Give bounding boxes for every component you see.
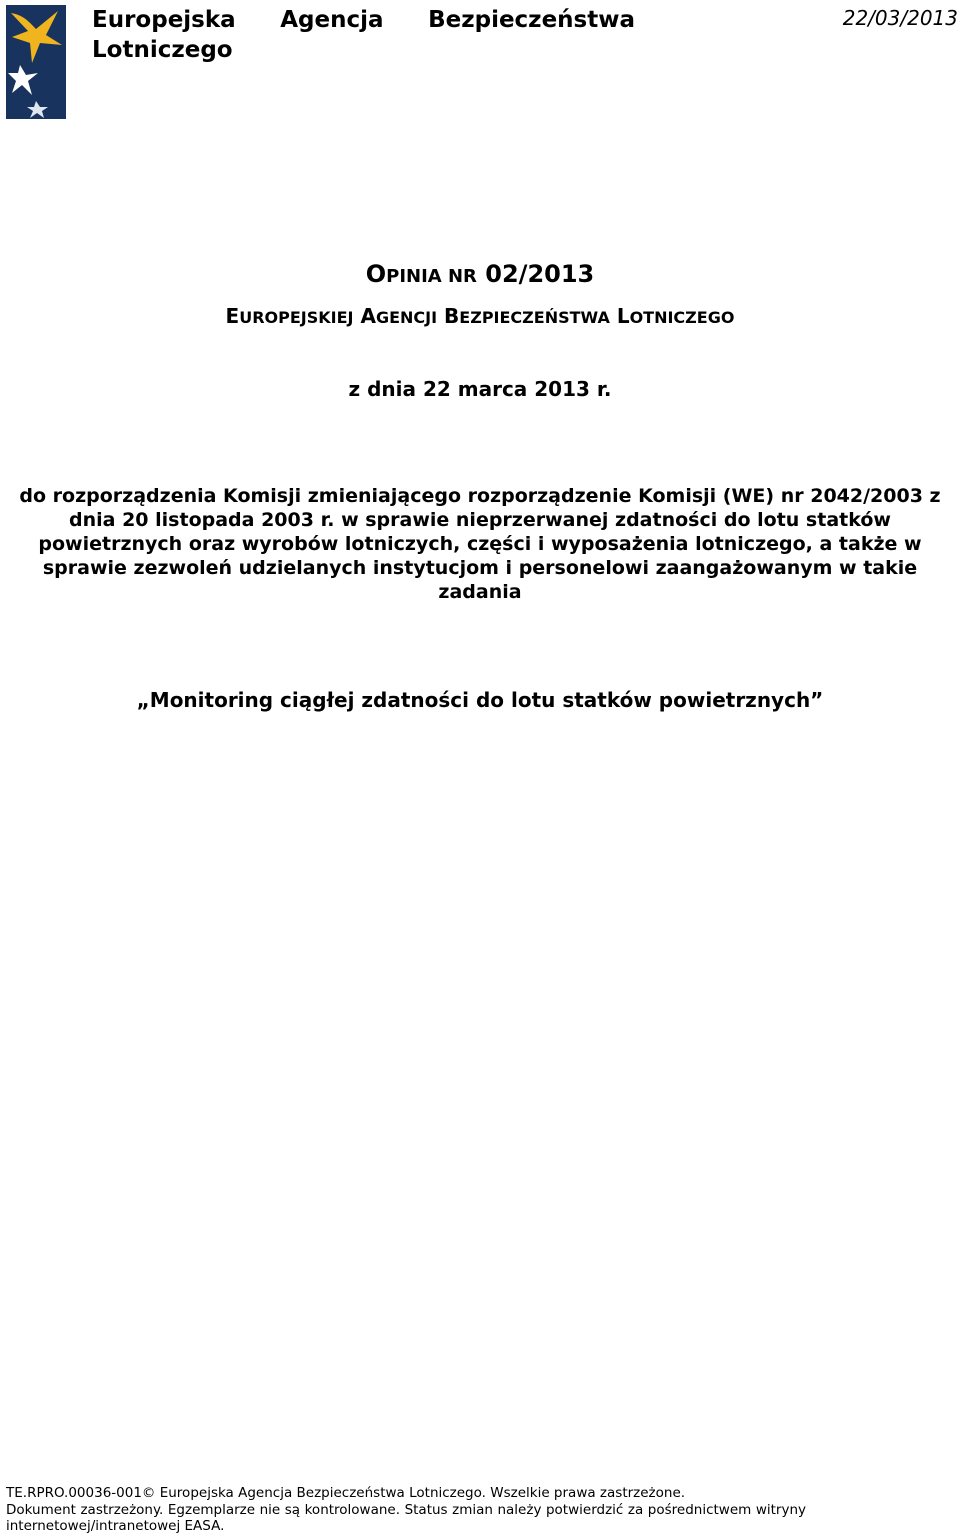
agency-word-initial: E [225,304,240,328]
issuing-agency [0,302,960,332]
agency-word-rest: GENCJI [375,308,438,327]
agency-word-rest: OTNICZEGO [629,308,735,327]
opinion-topic: „Monitoring ciągłej zdatności do lotu statków powietrznych” [136,688,824,712]
subject-normal: w sprawie nieprzerwanej zdatności do lotu statków powietrznych oraz wyrobów lotniczych, części i wyposażenia lotniczego, a także w sprawie zezwoleń udzielanych instytucjom i personelowi zaangażowanym w takie zadania [38,509,922,603]
opinion-date: z dnia 22 marca 2013 r. [348,377,612,401]
footer [6,1485,806,1535]
document-date: 22/03/2013 [842,6,958,30]
opinion-title [0,258,960,293]
opinion-number: 02/2013 [485,260,595,288]
agency-word-initial: B [444,304,460,328]
easa-logo [6,5,66,119]
star-swoosh-icon [6,5,66,119]
footer-disclaimer: Dokument zastrzeżony. Egzemplarze nie są kontrolowane. Status zmian należy potwierdzić za pośrednictwem witryny internetowej/intranetowej EASA. [6,1501,806,1534]
agency-word-initial: L [616,304,630,328]
agency-word-initial: A [360,304,376,328]
title-rest: PINIA NR [386,266,477,287]
subject-bold: do rozporządzenia Komisji zmieniającego rozporządzenie Komisji (WE) nr 2042/2003 z dnia 20 listopada 2003 r. [19,485,941,531]
agency-word-rest: UROPEJSKIEJ [239,308,354,327]
agency-name-header: Europejska Agencja Bezpieczeństwa Lotniczego [92,7,635,63]
agency-word-rest: EZPIECZEŃSTWA [459,308,610,327]
opinion-subject [0,484,960,604]
footer-copyright: TE.RPRO.00036-001© Europejska Agencja Bezpieczeństwa Lotniczego. Wszelkie prawa zastrzeżone. [6,1485,686,1501]
title-initial: O [365,260,387,288]
